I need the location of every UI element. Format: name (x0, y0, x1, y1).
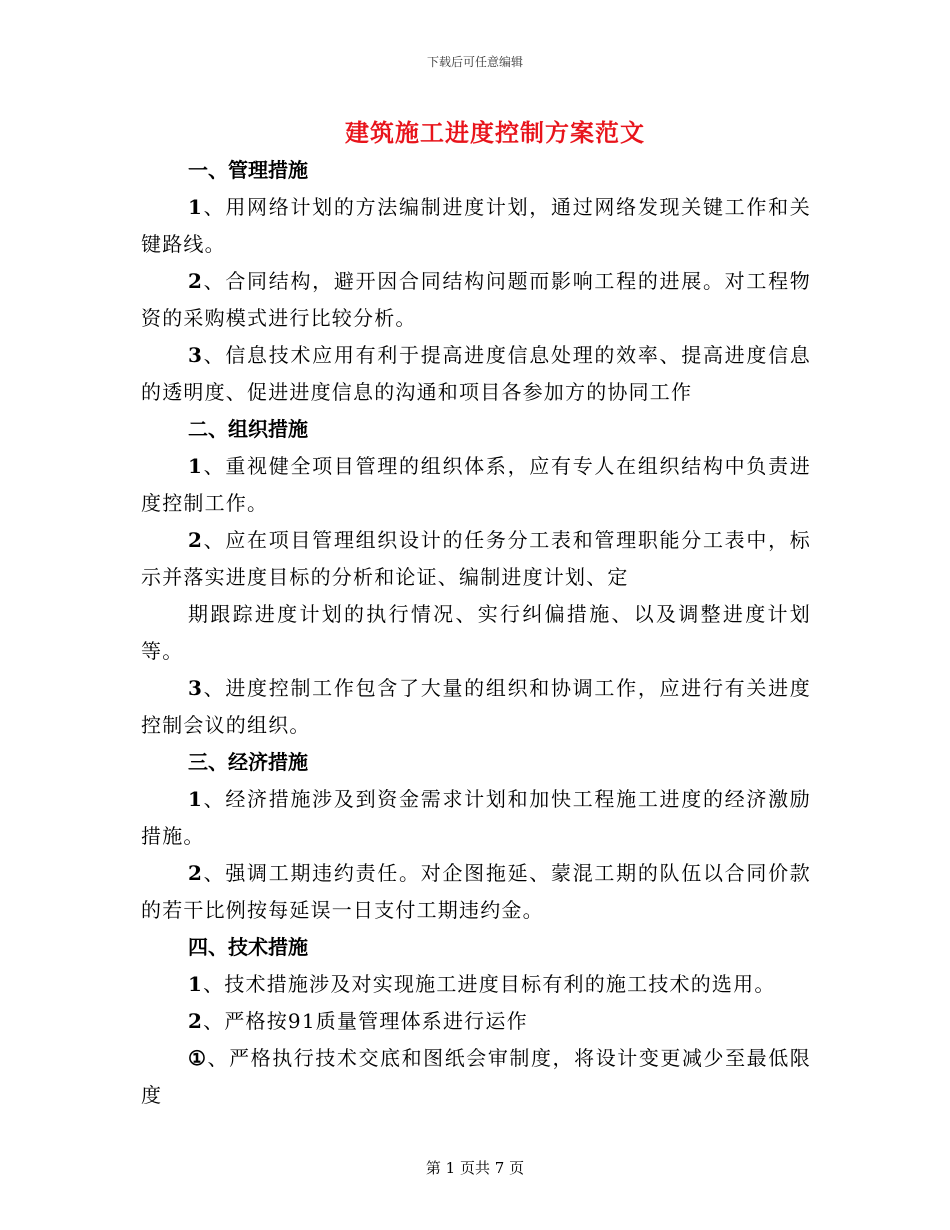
paragraph (141, 1040, 811, 1114)
paragraph (141, 522, 811, 596)
section-heading: 四、技术措施 (188, 935, 308, 959)
item-number: 3 (188, 343, 204, 367)
item-number: 2 (188, 269, 204, 293)
section-economic (141, 744, 811, 929)
paragraph-text: 、严格执行技术交底和图纸会审制度，将设计变更减少至最低限度 (141, 1046, 811, 1107)
paragraph-text: 、严格按91质量管理体系进行运作 (203, 1009, 528, 1033)
document-title: 建筑施工进度控制方案范文 (345, 118, 645, 147)
paragraph-text: 、信息技术应用有利于提高进度信息处理的效率、提高进度信息的透明度、促进进度信息的沟通和项目各参加方的协同工作 (141, 343, 811, 404)
paragraph-text: 、用网络计划的方法编制进度计划，通过网络发现关键工作和关键路线。 (141, 195, 811, 256)
paragraph-text: 、进度控制工作包含了大量的组织和协调工作，应进行有关进度控制会议的组织。 (141, 676, 811, 737)
section-organization (141, 411, 811, 744)
paragraph-text: 期跟踪进度计划的执行情况、实行纠偏措施、以及调整进度计划等。 (141, 602, 811, 663)
section-heading: 一、管理措施 (188, 158, 308, 182)
item-number: 2 (188, 861, 204, 885)
item-number: 2 (188, 528, 204, 552)
paragraph (141, 189, 811, 263)
paragraph-text: 、技术措施涉及对实现施工进度目标有利的施工技术的选用。 (203, 972, 776, 996)
section-technical (141, 929, 811, 1114)
item-number: 1 (188, 787, 204, 811)
paragraph-text: 、经济措施涉及到资金需求计划和加快工程施工进度的经济激励措施。 (141, 787, 811, 848)
document-body (141, 152, 811, 1114)
paragraph-text: 、应在项目管理组织设计的任务分工表和管理职能分工表中，标示并落实进度目标的分析和论证、编制进度计划、定 (141, 528, 811, 589)
item-number: 1 (188, 972, 204, 996)
paragraph (141, 781, 811, 855)
item-number: ① (188, 1046, 208, 1070)
page-number: 第 1 页共 7 页 (425, 1159, 525, 1177)
section-heading: 二、组织措施 (188, 417, 308, 441)
item-number: 2 (188, 1009, 204, 1033)
section-management (141, 152, 811, 411)
paragraph-text: 、合同结构，避开因合同结构问题而影响工程的进展。对工程物资的采购模式进行比较分析。 (141, 269, 811, 330)
paragraph (141, 448, 811, 522)
paragraph (141, 337, 811, 411)
item-number: 1 (188, 454, 204, 478)
section-heading: 三、经济措施 (188, 750, 308, 774)
paragraph (141, 966, 811, 1003)
item-number: 3 (188, 676, 204, 700)
header-note: 下载后可任意编辑 (426, 55, 523, 69)
paragraph (141, 263, 811, 337)
paragraph (141, 1003, 811, 1040)
paragraph (141, 670, 811, 744)
paragraph (141, 596, 811, 670)
item-number: 1 (188, 195, 204, 219)
paragraph-text: 、重视健全项目管理的组织体系，应有专人在组织结构中负责进度控制工作。 (141, 454, 811, 515)
paragraph-text: 、强调工期违约责任。对企图拖延、蒙混工期的队伍以合同价款的若干比例按每延误一日支付工期违约金。 (141, 861, 811, 922)
paragraph (141, 855, 811, 929)
